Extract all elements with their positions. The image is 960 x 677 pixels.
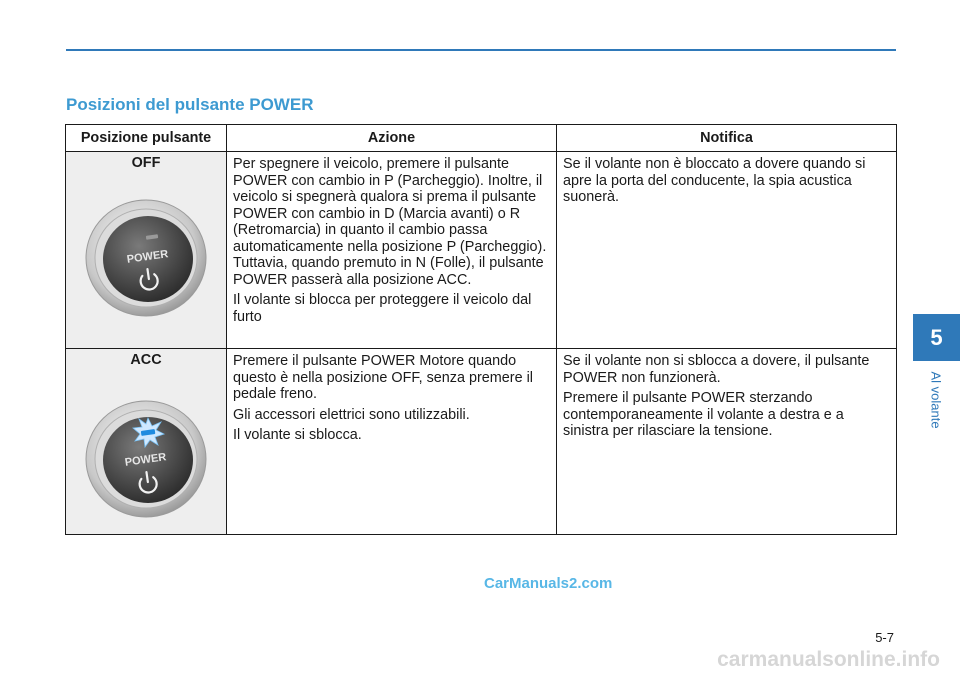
power-button-off-icon [76, 172, 216, 322]
chapter-title: Al volante [928, 371, 944, 429]
notice-text: Se il volante non si sblocca a dovere, il pulsante POWER non funzionerà. [563, 353, 870, 386]
chapter-tab[interactable]: 5 [913, 314, 960, 361]
action-text: Il volante si blocca per proteggere il veicolo dal furto [233, 292, 532, 325]
top-rule [66, 49, 896, 51]
power-label: POWER [126, 247, 169, 266]
notice-cell-acc [557, 349, 897, 535]
action-cell-acc [227, 349, 557, 535]
notice-cell-off [557, 152, 897, 349]
power-label: POWER [124, 450, 167, 469]
page-number: 5-7 [875, 630, 894, 645]
position-label-off: OFF [131, 155, 161, 171]
power-positions-table [65, 124, 897, 535]
section-title: Posizioni del pulsante POWER [66, 95, 314, 114]
table-row-acc [66, 349, 897, 535]
position-cell-acc [66, 349, 227, 535]
power-button-acc-icon [76, 369, 216, 519]
action-text: Premere il pulsante POWER Motore quando questo è nella posizione OFF, senza premere il pedale freno. [233, 353, 533, 402]
action-text: Per spegnere il veicolo, premere il pulsante POWER con cambio in P (Parcheggio). Inoltre, il veicolo si spegnerà qualora si prema il pulsante POWER con cambio in D (Marcia avanti) o R (Retromarcia) in quanto il cambio passa automaticamente nella posizione P (Parcheggio). Tuttavia, quando premuto in N (Folle), il pulsante POWER passerà alla posizione ACC. [233, 156, 547, 288]
table-row-off [66, 152, 897, 349]
position-cell-off [66, 152, 227, 349]
watermark-bottom: carmanualsonline.info [717, 648, 940, 671]
header-action: Azione [227, 125, 557, 152]
action-text: Il volante si sblocca. [233, 427, 362, 443]
header-position: Posizione pulsante [66, 125, 227, 152]
action-cell-off [227, 152, 557, 349]
table-header-row [66, 125, 897, 152]
power-button-off-illustration [76, 172, 216, 312]
action-text: Gli accessori elettrici sono utilizzabili. [233, 406, 470, 423]
position-label-acc: ACC [130, 352, 162, 368]
power-button-acc-illustration [76, 369, 216, 509]
notice-text: Premere il pulsante POWER sterzando contemporaneamente il volante a destra e a sinistra per rilasciare la tensione. [563, 390, 844, 439]
watermark-top: CarManuals2.com [484, 575, 613, 592]
notice-text: Se il volante non è bloccato a dovere quando si apre la porta del conducente, la spia acustica suonerà. [563, 156, 866, 205]
header-notice: Notifica [557, 125, 897, 152]
